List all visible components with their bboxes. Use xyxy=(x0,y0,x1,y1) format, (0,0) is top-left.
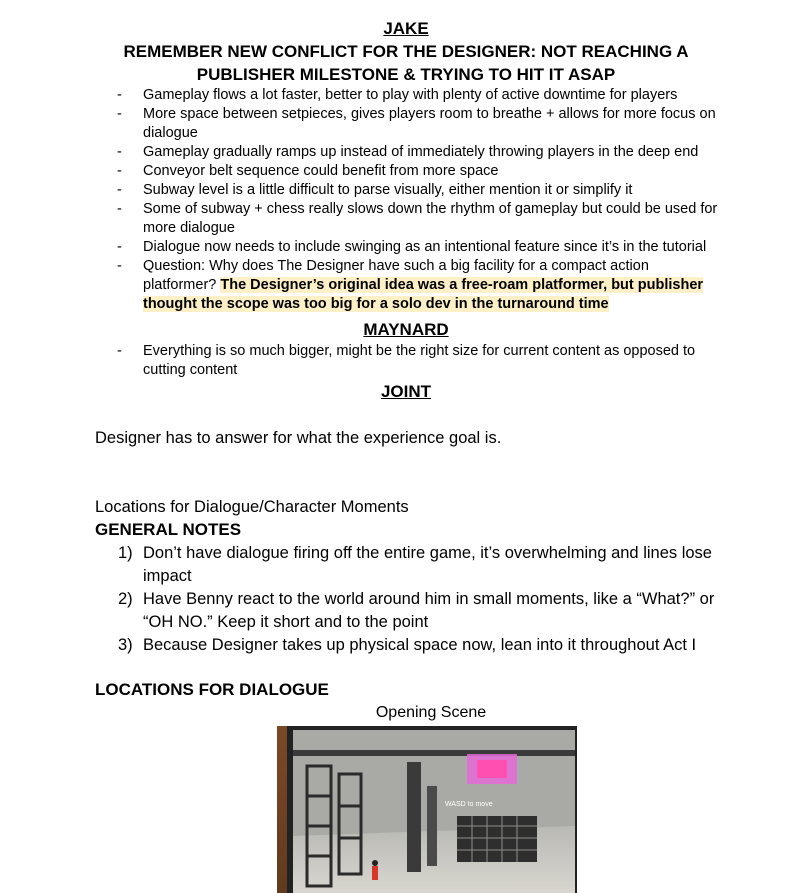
list-item xyxy=(118,588,720,634)
list-item-question xyxy=(115,257,720,314)
locations-title: Locations for Dialogue/Character Moments xyxy=(95,498,409,516)
question-answer-highlight: The Designer’s original idea was a free-roam platformer, but publisher thought the scope was too big for a solo dev in the turnaround time xyxy=(143,277,704,312)
item-number: 2) xyxy=(118,590,133,608)
locations-for-dialogue-heading: LOCATIONS FOR DIALOGUE xyxy=(95,680,329,699)
maynard-heading: MAYNARD xyxy=(363,320,449,339)
list-item: - Some of subway + chess really slows down the rhythm of gameplay but could be used for more dialogue xyxy=(115,200,720,238)
list-item: - Gameplay flows a lot faster, better to play with plenty of active downtime for players xyxy=(115,86,720,105)
list-item xyxy=(118,634,720,657)
list-item: - More space between setpieces, gives players room to breathe + allows for more focus on dialogue xyxy=(115,105,720,143)
list-item: - Dialogue now needs to include swinging as an intentional feature since it’s in the tutorial xyxy=(115,238,720,257)
jake-heading: JAKE xyxy=(383,19,429,38)
item-text: Because Designer takes up physical space now, lean into it throughout Act I xyxy=(143,636,697,654)
opening-scene-photo xyxy=(277,726,577,893)
maynard-notes-list xyxy=(115,342,720,380)
list-item: - Conveyor belt sequence could benefit from more space xyxy=(115,162,720,181)
question-text: Question: Why does The Designer have such a big facility for a compact action platformer? xyxy=(143,258,649,293)
item-text: Don’t have dialogue firing off the entire game, it’s overwhelming and lines lose impact xyxy=(143,544,712,585)
game-screenshot-illustration xyxy=(277,726,577,893)
sign-text: WASD to move xyxy=(445,801,493,808)
list-item: - Everything is so much bigger, might be the right size for current content as opposed to cutting content xyxy=(115,342,720,380)
general-notes-list xyxy=(118,542,720,657)
jake-notes-list xyxy=(115,86,720,314)
general-notes-heading: GENERAL NOTES xyxy=(95,520,242,539)
list-item xyxy=(118,542,720,588)
list-item: - Gameplay gradually ramps up instead of immediately throwing players in the deep end xyxy=(115,143,720,162)
opening-scene-caption: Opening Scene xyxy=(375,704,487,721)
item-number: 1) xyxy=(118,544,133,562)
item-text: Have Benny react to the world around him in small moments, like a “What?” or “OH NO.” Keep it short and to the point xyxy=(143,590,715,631)
conflict-note: REMEMBER NEW CONFLICT FOR THE DESIGNER: NOT REACHING A PUBLISHER MILESTONE & TRYING TO HIT IT ASAP xyxy=(123,42,689,84)
joint-heading: JOINT xyxy=(380,382,432,401)
list-item: - Subway level is a little difficult to parse visually, either mention it or simplify it xyxy=(115,181,720,200)
item-number: 3) xyxy=(118,636,133,654)
joint-text: Designer has to answer for what the experience goal is. xyxy=(95,429,502,447)
